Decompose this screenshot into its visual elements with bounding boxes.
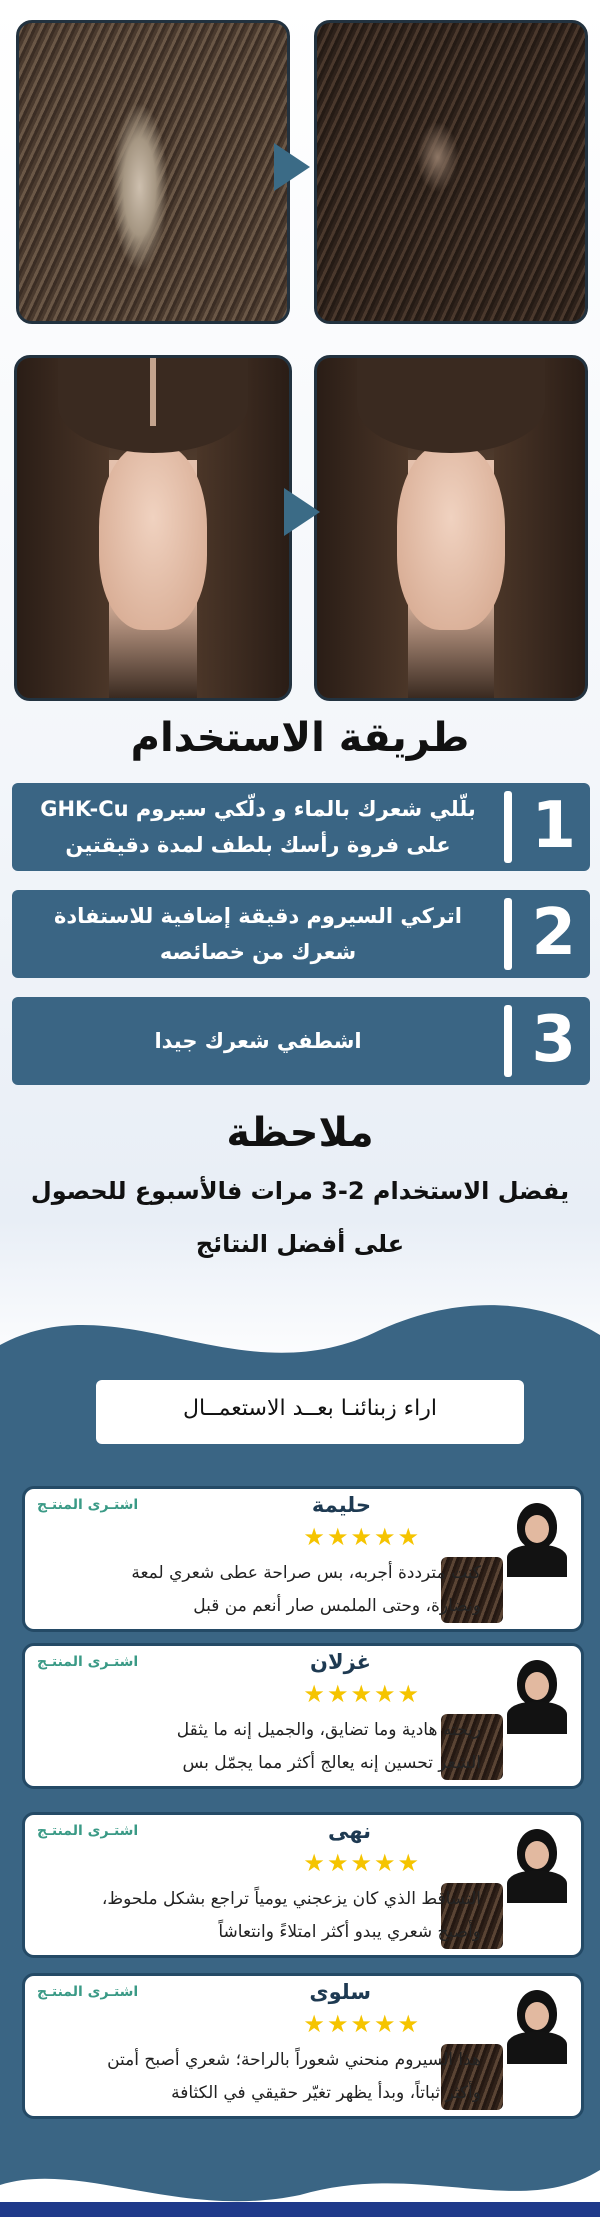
review-line-2: الشعر تحسين إنه يعالج أكثر مما يجمّل بس — [182, 1753, 481, 1773]
after-face-photo — [314, 355, 588, 701]
note-line-1: يفضل الاستخدام 2-3 مرات فالأسبوع للحصول — [30, 1177, 570, 1205]
review-text — [31, 1557, 481, 1623]
step-2 — [12, 890, 590, 978]
reviews-header: اراء زبنائنـا بعــد الاستعمــال — [183, 1396, 437, 1421]
review-line-2: وأصبح شعري يبدو أكثر امتلاءً وانتعاشاً — [218, 1922, 481, 1942]
note-line-2: على أفضل النتائج — [195, 1230, 405, 1258]
buy-product-link[interactable]: اشتـرى المنتـج — [37, 1984, 139, 2000]
reviewer-name: نهى — [328, 1819, 371, 1843]
star-rating-icon: ★★★★★ — [303, 1680, 421, 1708]
step-number: 1 — [531, 789, 576, 863]
avatar — [503, 1658, 571, 1734]
review-line-1: هذا السيروم منحني شعوراً بالراحة؛ شعري أصبح أمتن — [107, 2050, 481, 2070]
review-line-1: التساقط الذي كان يزعجني يومياً تراجع بشكل ملحوظ، — [101, 1889, 481, 1909]
reviewer-name: غزلان — [310, 1650, 371, 1674]
before-face-photo — [14, 355, 292, 701]
buy-product-link[interactable]: اشتـرى المنتـج — [37, 1823, 139, 1839]
avatar — [503, 1827, 571, 1903]
step-number: 2 — [531, 896, 576, 970]
step-text: اشطفي شعرك جيدا — [154, 1029, 362, 1053]
step-text: بلّلي شعرك بالماء و دلّكي سيروم GHK-Cu على فروة رأسك بلطف لمدة دقيقتين — [40, 797, 476, 857]
avatar — [503, 1501, 571, 1577]
star-rating-icon: ★★★★★ — [303, 2010, 421, 2038]
avatar — [503, 1988, 571, 2064]
note-title: ملاحظة — [226, 1110, 374, 1156]
review-card — [22, 1812, 584, 1958]
review-line-2: وأكثر ثباتاً، وبدأ يظهر تغيّر حقيقي في الكثافة — [171, 2083, 481, 2103]
step-divider — [504, 1005, 512, 1077]
review-card — [22, 1973, 584, 2119]
star-rating-icon: ★★★★★ — [303, 1849, 421, 1877]
reviewer-name: حليمة — [311, 1493, 371, 1517]
buy-product-link[interactable]: اشتـرى المنتـج — [37, 1654, 139, 1670]
before-scalp-photo — [16, 20, 290, 324]
arrow-right-icon — [284, 488, 320, 536]
step-1 — [12, 783, 590, 871]
review-line-1: ريحته هادية وما تضايق، والجميل إنه ما يثقل — [176, 1720, 481, 1740]
star-rating-icon: ★★★★★ — [303, 1523, 421, 1551]
step-3 — [12, 997, 590, 1085]
step-number: 3 — [531, 1003, 576, 1077]
review-text — [31, 2044, 481, 2110]
review-line-1: كنت مترددة أجربه، بس صراحة عطى شعري لمعة — [131, 1563, 481, 1583]
buy-product-link[interactable]: اشتـرى المنتـج — [37, 1497, 139, 1513]
review-text — [31, 1714, 481, 1780]
after-scalp-photo — [314, 20, 588, 324]
step-text: اتركي السيروم دقيقة إضافية للاستفادة شعرك من خصائصه — [54, 904, 462, 964]
step-divider — [504, 898, 512, 970]
review-card — [22, 1643, 584, 1789]
usage-title: طريقة الاستخدام — [130, 715, 470, 761]
step-divider — [504, 791, 512, 863]
review-line-2: ونضارة، وحتى الملمس صار أنعم من قبل — [193, 1596, 481, 1616]
reviewer-name: سلوى — [309, 1980, 371, 2004]
arrow-right-icon — [274, 143, 310, 191]
review-card — [22, 1486, 584, 1632]
review-text — [31, 1883, 481, 1949]
